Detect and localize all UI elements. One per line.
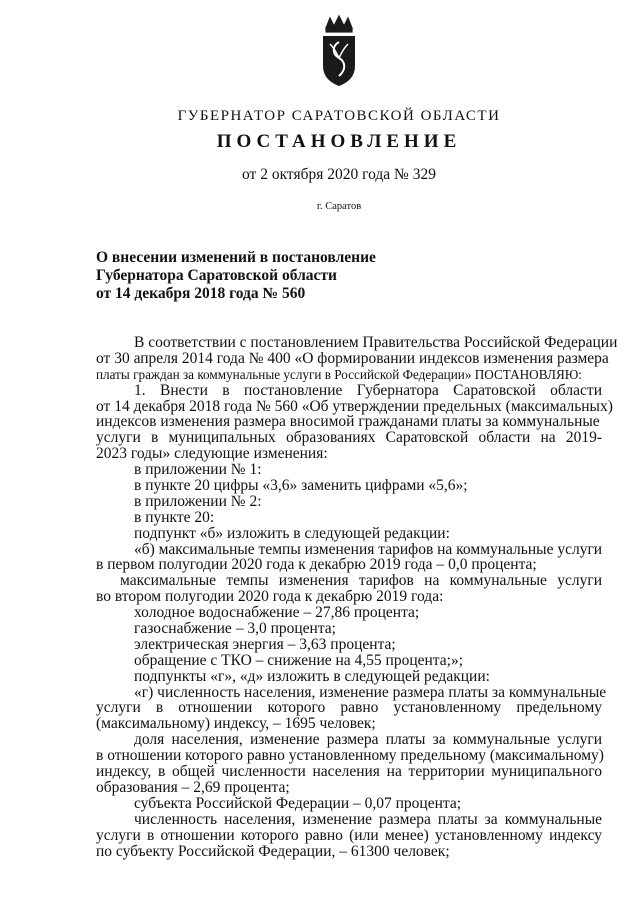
document-subject bbox=[96, 249, 376, 303]
body-line: доля населения, изменение размера платы за коммунальные услуги bbox=[134, 731, 602, 749]
body-line: услуги в муниципальных образованиях Саратовской области на 2019- bbox=[96, 429, 602, 447]
body-line: 2023 годы» следующие изменения: bbox=[96, 445, 328, 463]
body-line: услуги в отношении которого равно установленному предельному bbox=[96, 699, 602, 717]
body-line: субъекта Российской Федерации – 0,07 процента; bbox=[134, 794, 462, 812]
body-line: подпункты «г», «д» изложить в следующей редакции: bbox=[134, 667, 490, 685]
body-line: в пункте 20 цифры «3,6» заменить цифрами «5,6»; bbox=[134, 477, 468, 495]
body-line: от 14 декабря 2018 года № 560 «Об утверждении предельных (максимальных) bbox=[96, 397, 613, 415]
body-line: 1. Внести в постановление Губернатора Саратовской области bbox=[134, 381, 602, 399]
subject-line: от 14 декабря 2018 года № 560 bbox=[96, 285, 306, 302]
body-line: электрическая энергия – 3,63 процента; bbox=[134, 635, 396, 653]
body-line: в приложении № 1: bbox=[134, 461, 262, 479]
body-line: индексу, в общей численности населения на территории муниципального bbox=[96, 763, 602, 781]
document-type-title: ПОСТАНОВЛЕНИЕ bbox=[216, 131, 462, 152]
body-line: услуги в отношении которого равно (или менее) установленному индексу bbox=[96, 826, 602, 844]
body-line: газоснабжение – 3,0 процента; bbox=[134, 620, 336, 638]
body-line: «б) максимальные темпы изменения тарифов на коммунальные услуги bbox=[134, 540, 603, 558]
body-line: численность населения, изменение размера платы за коммунальные bbox=[134, 810, 602, 828]
body-line: подпункт «б» изложить в следующей редакции: bbox=[134, 524, 450, 542]
body-line: образования – 2,69 процента; bbox=[96, 778, 290, 796]
body-line: холодное водоснабжение – 27,86 процента; bbox=[134, 604, 420, 622]
body-line: (максимальному) индексу, – 1695 человек; bbox=[96, 715, 376, 733]
body-line: обращение с ТКО – снижение на 4,55 процента;»; bbox=[134, 651, 464, 669]
body-line: во втором полугодии 2020 года к декабрю 2019 года: bbox=[96, 588, 444, 606]
body-line: от 30 апреля 2014 года № 400 «О формировании индексов изменения размера bbox=[96, 349, 609, 367]
subject-line: Губернатора Саратовской области bbox=[96, 267, 337, 284]
body-line: в пункте 20: bbox=[134, 508, 215, 526]
body-line: индексов изменения размера вносимой гражданами платы за коммунальные bbox=[96, 413, 600, 431]
document-body bbox=[96, 334, 618, 860]
body-line: в приложении № 2: bbox=[134, 492, 262, 510]
document-date-number: от 2 октября 2020 года № 329 bbox=[242, 166, 436, 183]
saratov-coat-of-arms-icon bbox=[318, 14, 360, 88]
body-line: В соответствии с постановлением Правительства Российской Федерации bbox=[134, 334, 618, 351]
body-line: платы граждан за коммунальные услуги в Российской Федерации» ПОСТАНОВЛЯЮ: bbox=[96, 366, 582, 382]
issuing-authority: ГУБЕРНАТОР САРАТОВСКОЙ ОБЛАСТИ bbox=[177, 108, 501, 124]
body-line: по субъекту Российской Федерации, – 61300 человек; bbox=[96, 842, 450, 860]
body-line: «г) численность населения, изменение размера платы за коммунальные bbox=[134, 683, 607, 701]
body-line: максимальные темпы изменения тарифов на коммунальные услуги bbox=[120, 572, 602, 590]
issue-city: г. Саратов bbox=[316, 201, 362, 212]
subject-line: О внесении изменений в постановление bbox=[96, 249, 376, 266]
body-line: в первом полугодии 2020 года к декабрю 2019 года – 0,0 процента; bbox=[96, 556, 537, 574]
body-line: в отношении которого равно установленному предельному (максимальному) bbox=[96, 747, 604, 765]
